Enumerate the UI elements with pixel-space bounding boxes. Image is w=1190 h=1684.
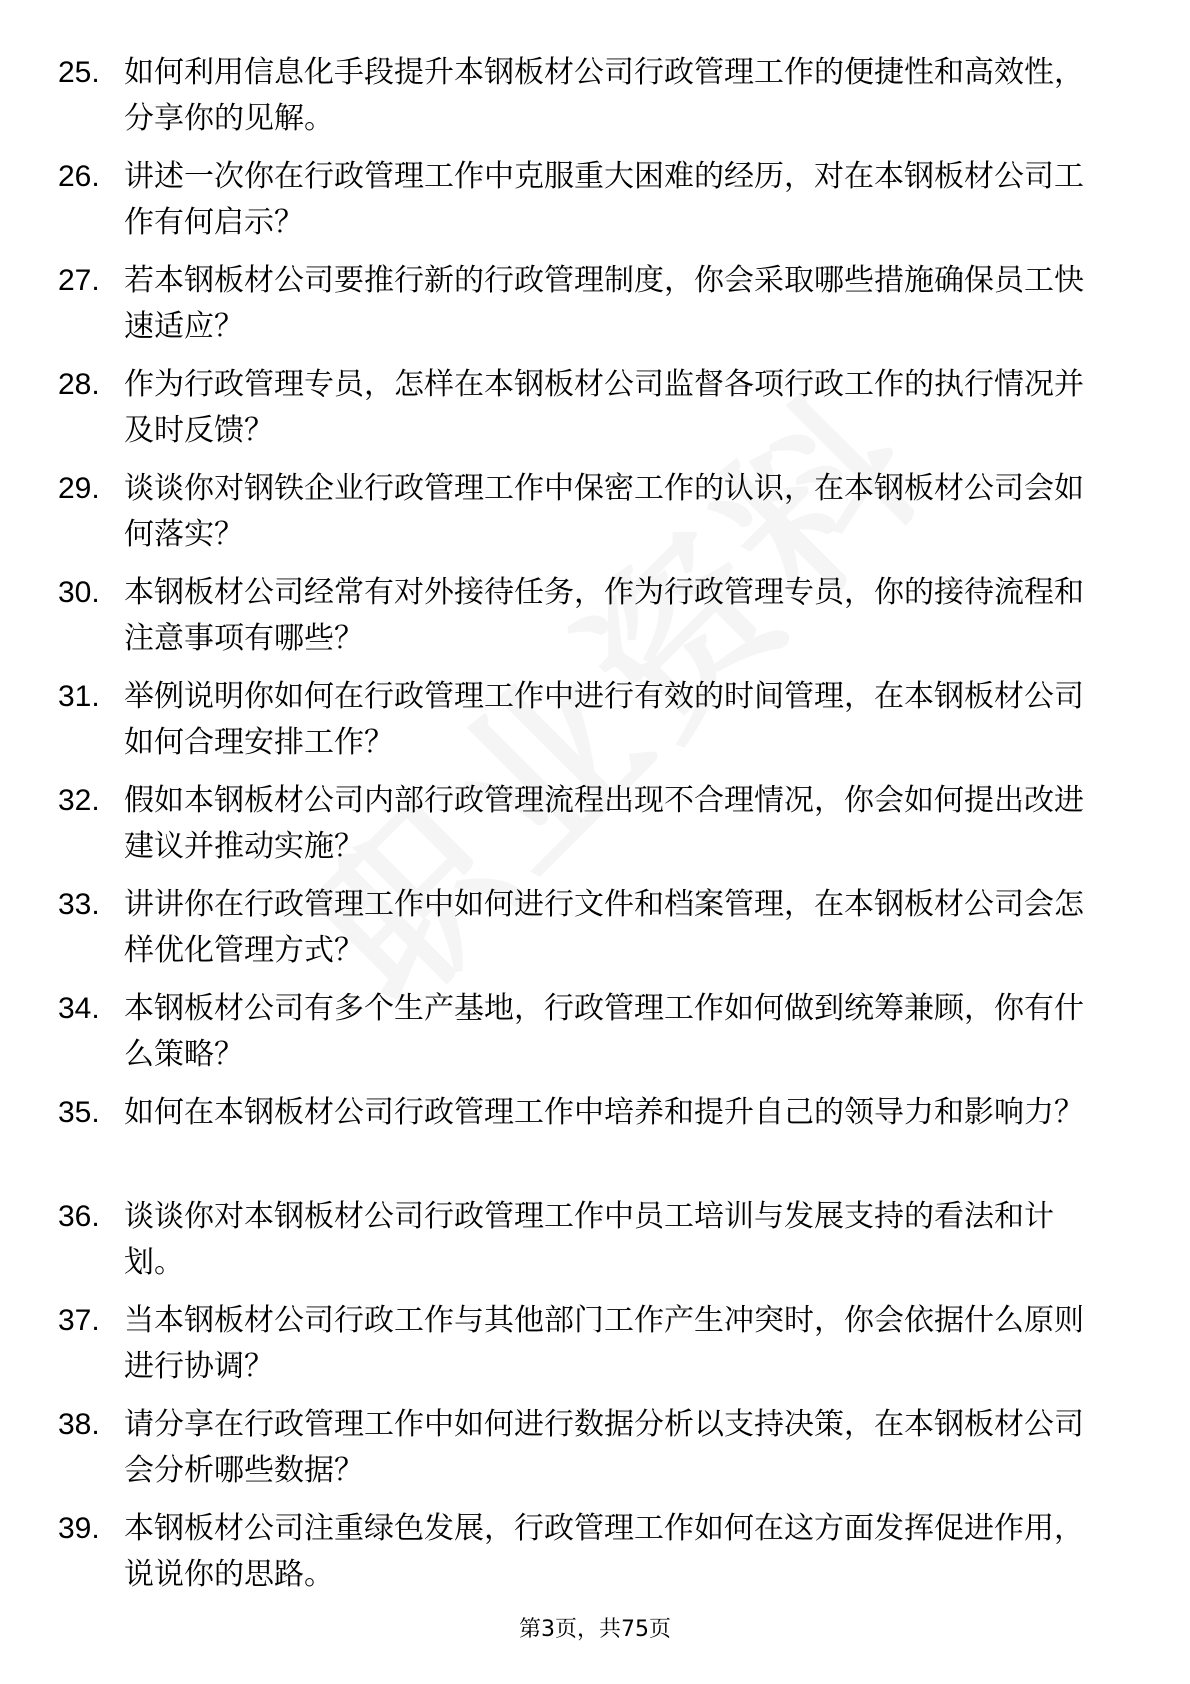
question-text: 举例说明你如何在行政管理工作中进行有效的时间管理，在本钢板材公司如何合理安排工作？ [124,679,1084,760]
question-text: 本钢板材公司经常有对外接待任务，作为行政管理专员，你的接待流程和注意事项有哪些？ [124,575,1084,656]
question-text: 如何利用信息化手段提升本钢板材公司行政管理工作的便捷性和高效性，分享你的见解。 [124,55,1084,136]
question-item [58,986,1138,1078]
question-number: 37. [58,1304,100,1337]
question-item [58,50,1138,142]
question-text: 若本钢板材公司要推行新的行政管理制度，你会采取哪些措施确保员工快速适应？ [124,263,1084,344]
question-text: 作为行政管理专员，怎样在本钢板材公司监督各项行政工作的执行情况并及时反馈？ [124,367,1084,448]
question-item [58,258,1138,350]
page-footer [0,1612,1190,1643]
question-number: 33. [58,888,100,921]
question-text: 如何在本钢板材公司行政管理工作中培养和提升自己的领导力和影响力？ [124,1095,1084,1130]
question-item [58,674,1138,766]
question-item [58,1194,1138,1286]
question-number: 32. [58,784,100,817]
question-number: 36. [58,1200,100,1233]
question-number: 26. [58,160,100,193]
question-number: 35. [58,1096,100,1129]
question-number: 25. [58,56,100,89]
question-number: 38. [58,1408,100,1441]
question-number: 39. [58,1512,100,1545]
question-item [58,466,1138,558]
question-item [58,778,1138,870]
question-text: 谈谈你对钢铁企业行政管理工作中保密工作的认识，在本钢板材公司会如何落实？ [124,471,1084,552]
question-list [58,50,1138,1610]
question-text: 本钢板材公司注重绿色发展，行政管理工作如何在这方面发挥促进作用，说说你的思路。 [124,1511,1084,1592]
question-number: 27. [58,264,100,297]
question-number: 31. [58,680,100,713]
question-text: 讲述一次你在行政管理工作中克服重大困难的经历，对在本钢板材公司工作有何启示？ [124,159,1084,240]
question-item [58,1506,1138,1598]
question-number: 29. [58,472,100,505]
question-text: 请分享在行政管理工作中如何进行数据分析以支持决策，在本钢板材公司会分析哪些数据？ [124,1407,1084,1488]
question-item [58,362,1138,454]
question-text: 讲讲你在行政管理工作中如何进行文件和档案管理，在本钢板材公司会怎样优化管理方式？ [124,887,1084,968]
question-item [58,1090,1138,1182]
question-text: 本钢板材公司有多个生产基地，行政管理工作如何做到统筹兼顾，你有什么策略？ [124,991,1084,1072]
question-number: 28. [58,368,100,401]
question-number: 34. [58,992,100,1025]
question-item [58,1402,1138,1494]
question-text: 谈谈你对本钢板材公司行政管理工作中员工培训与发展支持的看法和计划。 [124,1199,1054,1280]
question-number: 30. [58,576,100,609]
question-item [58,882,1138,974]
question-item [58,570,1138,662]
question-item [58,154,1138,246]
question-text: 假如本钢板材公司内部行政管理流程出现不合理情况，你会如何提出改进建议并推动实施？ [124,783,1084,864]
question-item [58,1298,1138,1390]
page-number-label: 第3页，共75页 [519,1617,671,1642]
question-text: 当本钢板材公司行政工作与其他部门工作产生冲突时，你会依据什么原则进行协调？ [124,1303,1084,1384]
